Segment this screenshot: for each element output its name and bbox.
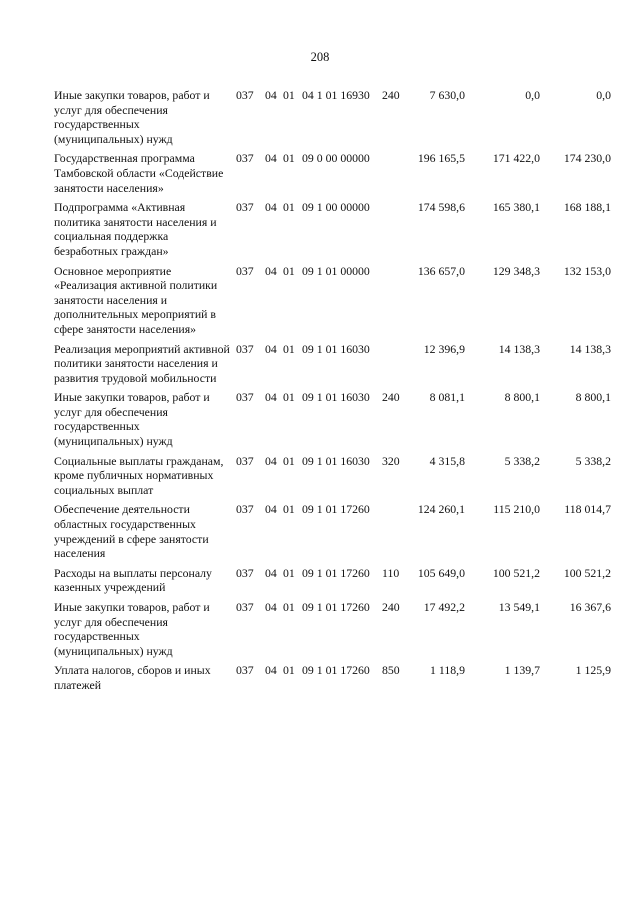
amount-year-3: 174 230,0 (563, 151, 611, 166)
row-name: Реализация мероприятий активной политики занятости населения и развития трудовой мобильности (54, 341, 230, 385)
row-name: Социальные выплаты гражданам, кроме публичных нормативных социальных выплат (54, 453, 224, 497)
table-row (54, 200, 614, 258)
chapter-code: 037 (236, 453, 254, 468)
amount-year-1: 136 657,0 (417, 263, 465, 278)
amount-year-2: 1 139,7 (504, 663, 540, 678)
section-code: 04 (265, 88, 277, 102)
chapter-code: 037 (236, 663, 254, 678)
table-row (54, 342, 614, 386)
amount-year-3: 8 800,1 (575, 390, 611, 405)
table-row (54, 502, 614, 560)
amount-year-2: 165 380,1 (492, 200, 540, 215)
chapter-code: 037 (236, 151, 254, 166)
row-name: Уплата налогов, сборов и иных платежей (54, 663, 211, 692)
amount-year-1: 8 081,1 (429, 390, 465, 405)
chapter-code: 037 (236, 565, 254, 580)
chapter-code: 037 (236, 341, 254, 356)
section-code: 04 (265, 600, 277, 614)
subsection-code: 01 (283, 88, 295, 102)
amount-year-1: 196 165,5 (417, 151, 465, 166)
subsection-code: 01 (283, 502, 295, 517)
target-article-code: 09 1 01 17260 (302, 565, 370, 580)
target-article-code: 04 1 01 16930 (302, 88, 370, 102)
row-name: Расходы на выплаты персоналу казенных учреждений (54, 565, 212, 595)
section-code: 04 (265, 565, 277, 580)
amount-year-2: 0,0 (525, 88, 540, 102)
section-code: 04 (265, 453, 277, 468)
amount-year-1: 1 118,9 (430, 663, 465, 678)
amount-year-3: 16 367,6 (569, 600, 611, 614)
section-code: 04 (265, 200, 277, 215)
row-name: Подпрограмма «Активная политика занятости населения и социальная поддержка безработных граждан» (54, 200, 217, 258)
budget-table (54, 88, 614, 698)
section-code: 04 (265, 502, 277, 517)
chapter-code: 037 (236, 263, 254, 278)
target-article-code: 09 1 00 00000 (302, 200, 370, 215)
target-article-code: 09 1 01 17260 (302, 502, 370, 517)
target-article-code: 09 0 00 00000 (302, 151, 370, 166)
row-name: Иные закупки товаров, работ и услуг для обеспечения государственных (муниципальных) нужд (54, 88, 210, 146)
subsection-code: 01 (283, 341, 295, 356)
section-code: 04 (265, 151, 277, 166)
subsection-code: 01 (283, 390, 295, 405)
amount-year-3: 1 125,9 (575, 663, 611, 678)
amount-year-3: 0,0 (596, 88, 611, 102)
table-row (54, 663, 614, 692)
section-code: 04 (265, 263, 277, 278)
chapter-code: 037 (236, 502, 254, 517)
table-row (54, 600, 614, 658)
amount-year-3: 100 521,2 (563, 565, 611, 580)
amount-year-2: 13 549,1 (498, 600, 540, 614)
target-article-code: 09 1 01 00000 (302, 263, 370, 278)
amount-year-3: 5 338,2 (575, 453, 611, 468)
amount-year-1: 7 630,0 (429, 88, 465, 102)
table-row (54, 151, 614, 195)
amount-year-1: 17 492,2 (423, 600, 465, 614)
target-article-code: 09 1 01 16030 (302, 390, 370, 405)
subsection-code: 01 (283, 453, 295, 468)
amount-year-2: 8 800,1 (504, 390, 540, 405)
target-article-code: 09 1 01 16030 (302, 341, 370, 356)
expense-type-code: 240 (382, 390, 400, 405)
subsection-code: 01 (283, 200, 295, 215)
amount-year-2: 129 348,3 (492, 263, 540, 278)
subsection-code: 01 (283, 263, 295, 278)
amount-year-2: 5 338,2 (504, 453, 540, 468)
target-article-code: 09 1 01 17260 (302, 600, 370, 614)
expense-type-code: 110 (382, 565, 400, 580)
amount-year-1: 124 260,1 (417, 502, 465, 517)
chapter-code: 037 (236, 390, 254, 405)
chapter-code: 037 (236, 88, 254, 102)
table-row (54, 566, 614, 595)
amount-year-1: 12 396,9 (423, 341, 465, 356)
expense-type-code: 850 (382, 663, 400, 678)
amount-year-3: 118 014,7 (564, 502, 611, 517)
table-row (54, 390, 614, 448)
expense-type-code: 320 (382, 453, 400, 468)
amount-year-1: 174 598,6 (417, 200, 465, 215)
section-code: 04 (265, 341, 277, 356)
amount-year-1: 105 649,0 (417, 565, 465, 580)
amount-year-1: 4 315,8 (429, 453, 465, 468)
expense-type-code: 240 (382, 88, 400, 102)
page-number: 208 (310, 50, 330, 64)
amount-year-3: 14 138,3 (569, 341, 611, 356)
chapter-code: 037 (236, 200, 254, 215)
chapter-code: 037 (236, 600, 254, 614)
target-article-code: 09 1 01 17260 (302, 663, 370, 678)
table-row (54, 264, 614, 337)
table-row (54, 88, 614, 146)
section-code: 04 (265, 663, 277, 678)
subsection-code: 01 (283, 151, 295, 166)
target-article-code: 09 1 01 16030 (302, 453, 370, 468)
amount-year-2: 14 138,3 (498, 341, 540, 356)
row-name: Иные закупки товаров, работ и услуг для обеспечения государственных (муниципальных) нужд (54, 390, 210, 449)
expense-type-code: 240 (382, 600, 400, 614)
subsection-code: 01 (283, 565, 295, 580)
amount-year-2: 171 422,0 (492, 151, 540, 166)
amount-year-2: 100 521,2 (492, 565, 540, 580)
subsection-code: 01 (283, 663, 295, 678)
row-name: Иные закупки товаров, работ и услуг для обеспечения государственных (муниципальных) нужд (54, 600, 210, 658)
amount-year-3: 168 188,1 (563, 200, 611, 215)
amount-year-2: 115 210,0 (493, 502, 540, 517)
subsection-code: 01 (283, 600, 295, 614)
section-code: 04 (265, 390, 277, 405)
amount-year-3: 132 153,0 (563, 263, 611, 278)
row-name: Государственная программа Тамбовской области «Содействие занятости населения» (54, 151, 224, 195)
row-name: Основное мероприятие «Реализация активной политики занятости населения и дополнительных мероприятий в сфере занятости населения» (54, 263, 218, 336)
row-name: Обеспечение деятельности областных государственных учреждений в сфере занятости населения (54, 502, 209, 561)
table-row (54, 454, 614, 498)
